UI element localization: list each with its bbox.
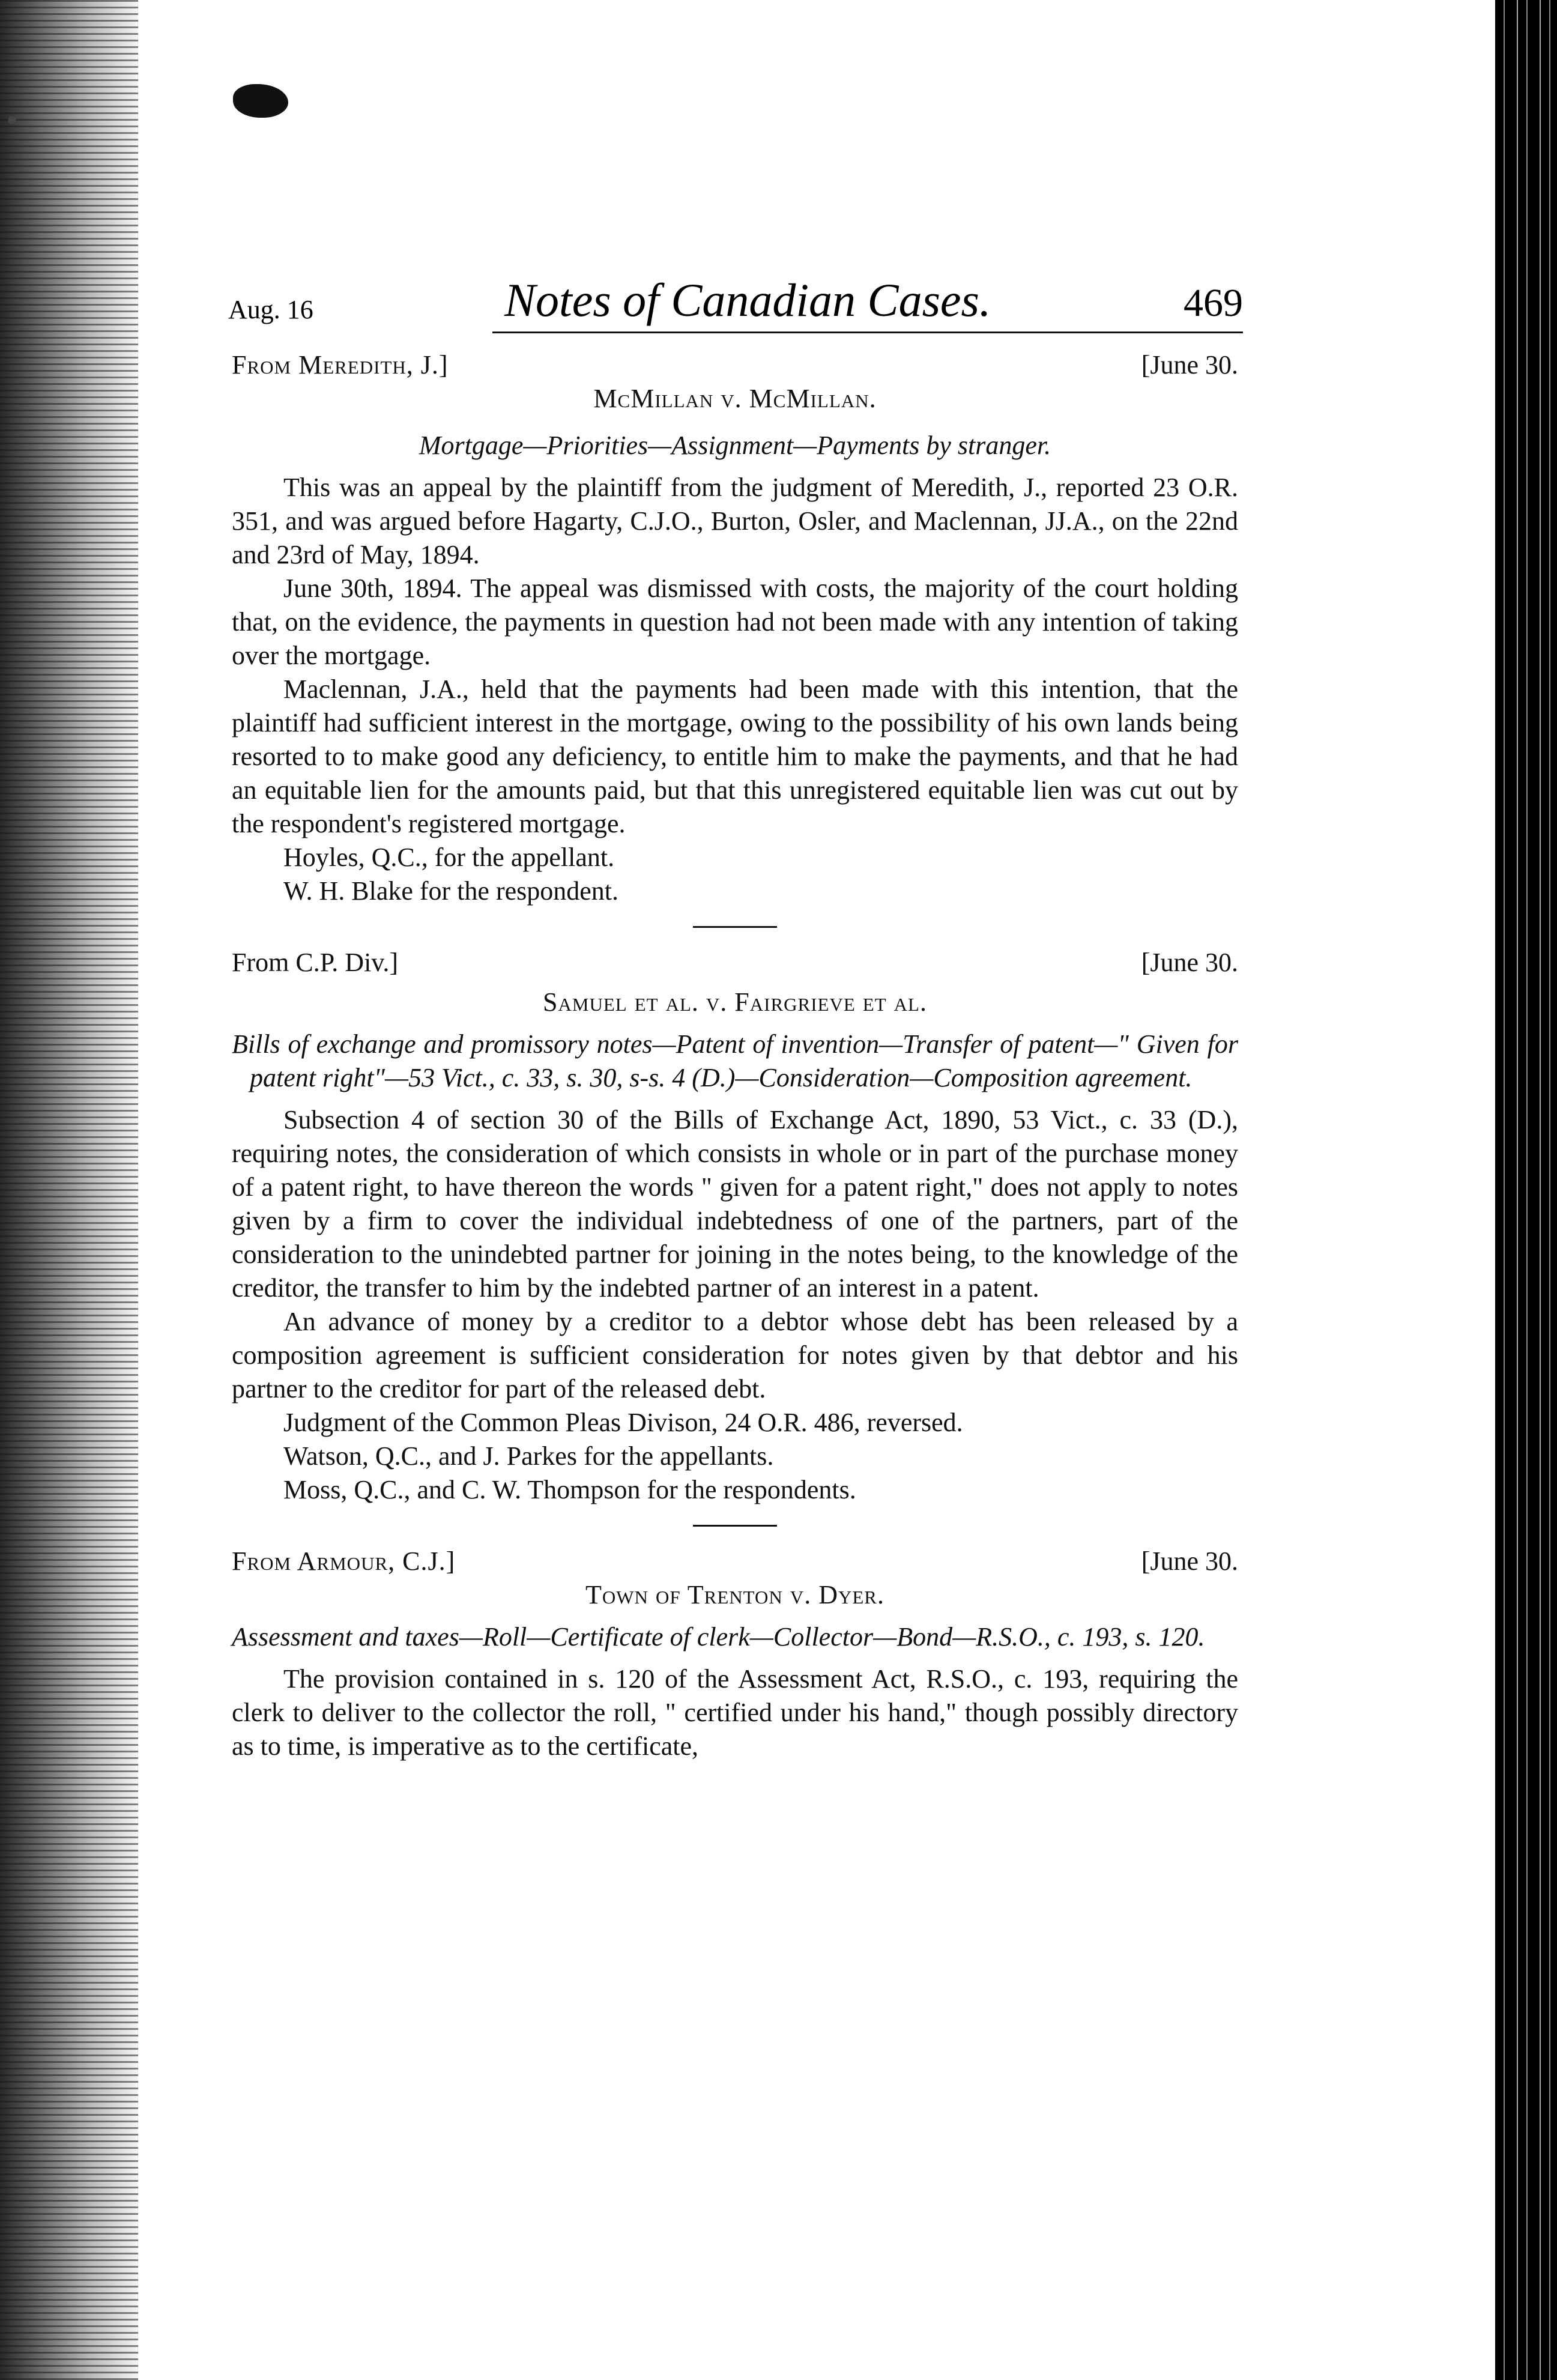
- case-origin-row: [232, 946, 1238, 980]
- section-divider: [693, 1525, 777, 1527]
- section-divider: [693, 926, 777, 928]
- case-date: [June 30.: [1141, 948, 1238, 977]
- case-title: McMillan v. McMillan.: [593, 384, 877, 413]
- scan-edge-shadow: [0, 0, 138, 2380]
- case-caption: Mortgage—Priorities—Assignment—Payments by stranger.: [419, 431, 1051, 460]
- case-paragraph: Judgment of the Common Pleas Divison, 24 O.R. 486, reversed.: [283, 1408, 963, 1437]
- case-paragraph: June 30th, 1894. The appeal was dismissed with costs, the majority of the court holding that, on the evidence, the payments in question had not been made with any intention of taking over the mortgage.: [232, 574, 1238, 670]
- case-title: Town of Trenton v. Dyer.: [585, 1580, 884, 1609]
- counsel-line: Moss, Q.C., and C. W. Thompson for the respondents.: [283, 1475, 856, 1504]
- counsel-line: Hoyles, Q.C., for the appellant.: [283, 843, 615, 872]
- case-caption: Bills of exchange and promissory notes—Patent of invention—Transfer of patent—" Given for patent right"—53 Vict., c. 33, s. 30, s-s. 4 (D.)—Consideration—Composition agreement.: [232, 1029, 1238, 1092]
- case-origin-row: [232, 1545, 1238, 1578]
- header-title: Notes of Canadian Cases.: [504, 274, 991, 326]
- header-date: Aug. 16: [228, 295, 313, 324]
- case-paragraph: Maclennan, J.A., held that the payments had been made with this intention, that the plaintiff had sufficient interest in the mortgage, owing to the possibility of his own lands being resorted to to make good any deficiency, to entitle him to make the payments, and that he had an equitable lien for the amounts paid, but that this unregistered equitable lien was cut out by the respondent's registered mortgage.: [232, 674, 1238, 838]
- ink-blot-mark: [233, 84, 288, 118]
- scan-edge-bars: [1495, 0, 1557, 2380]
- counsel-line: W. H. Blake for the respondent.: [283, 876, 619, 906]
- case-from: From Meredith, J.]: [232, 350, 449, 380]
- case-caption: Assessment and taxes—Roll—Certificate of clerk—Collector—Bond—R.S.O., c. 193, s. 120.: [232, 1622, 1205, 1652]
- page-number: 469: [1184, 281, 1243, 325]
- case-date: [June 30.: [1141, 1546, 1238, 1576]
- case-mcmillan: [232, 348, 1238, 1763]
- case-title: Samuel et al. v. Fairgrieve et al.: [543, 987, 927, 1017]
- header-rule: [492, 332, 1243, 333]
- case-origin-row: [232, 348, 1238, 382]
- case-date: [June 30.: [1141, 350, 1238, 380]
- case-paragraph: An advance of money by a creditor to a debtor whose debt has been released by a composition agreement is sufficient consideration for notes given by that debtor and his partner to the creditor for part of the released debt.: [232, 1307, 1238, 1403]
- counsel-line: Watson, Q.C., and J. Parkes for the appellants.: [283, 1441, 774, 1471]
- case-from: From C.P. Div.]: [232, 948, 399, 977]
- case-from: From Armour, C.J.]: [232, 1546, 456, 1576]
- case-paragraph: Subsection 4 of section 30 of the Bills of Exchange Act, 1890, 53 Vict., c. 33 (D.), requiring notes, the consideration of which consists in whole or in part of the purchase money of a patent right, to have thereon the words " given for a patent right," does not apply to notes given by a firm to cover the individual indebtedness of one of the partners, part of the consideration to the unindebted partner for joining in the notes being, to the knowledge of the creditor, the transfer to him by the indebted partner of an interest in a patent.: [232, 1105, 1238, 1303]
- case-paragraph: This was an appeal by the plaintiff from the judgment of Meredith, J., reported 23 O.R. 351, and was argued before Hagarty, C.J.O., Burton, Osler, and Maclennan, JJ.A., on the 22nd and 23rd of May, 1894.: [232, 473, 1238, 569]
- case-paragraph: The provision contained in s. 120 of the Assessment Act, R.S.O., c. 193, requiring the clerk to deliver to the collector the roll, " certified under his hand," though possibly directory as to time, is imperative as to the certificate,: [232, 1664, 1238, 1761]
- running-header: [228, 261, 1243, 333]
